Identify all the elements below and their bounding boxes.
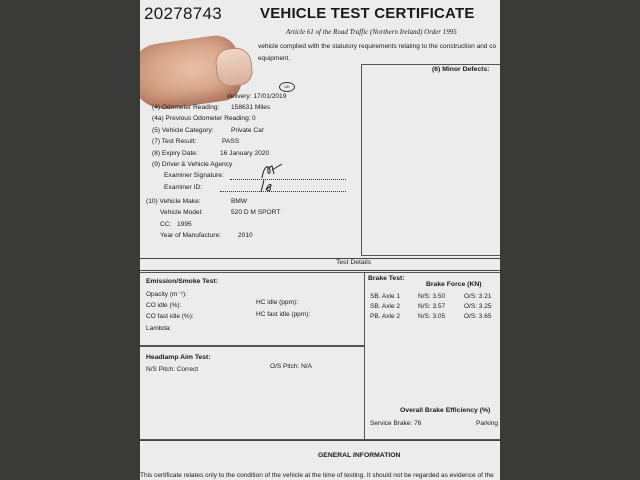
opacity-label: Opacity (m⁻¹): bbox=[146, 291, 187, 298]
brake-row-os: O/S: 3.65 bbox=[464, 313, 492, 320]
brake-efficiency-header: Overall Brake Efficiency (%) bbox=[400, 407, 491, 414]
brake-row-os: O/S: 3.21 bbox=[464, 293, 492, 300]
vehicle-category-value: Private Car bbox=[231, 127, 264, 134]
test-details-top-rule bbox=[140, 258, 500, 259]
general-info-header: GENERAL INFORMATION bbox=[318, 452, 401, 459]
parking-brake-label: Parking bbox=[476, 420, 499, 427]
brake-row-label: SB. Axle 1 bbox=[370, 293, 400, 300]
vehicle-category-label: (5) Vehicle Category: bbox=[152, 127, 214, 134]
brake-force-header: Brake Force (KN) bbox=[426, 281, 482, 288]
brake-row-os: O/S: 3.25 bbox=[464, 303, 492, 310]
previous-odometer-value: 0 bbox=[252, 115, 256, 122]
os-pitch-value: O/S Pitch: N/A bbox=[270, 363, 312, 370]
intro-line-2: equipment. bbox=[258, 55, 291, 62]
minor-defects-header: (6) Minor Defects: bbox=[432, 66, 490, 73]
examiner-id-handwriting-image bbox=[258, 178, 276, 194]
co-fast-idle-label: CO fast idle (%): bbox=[146, 313, 194, 320]
odometer-value: 158631 Miles bbox=[231, 104, 271, 111]
test-result-value: PASS bbox=[222, 138, 240, 145]
hc-fast-idle-label: HC fast idle (ppm): bbox=[256, 311, 311, 318]
brake-row-ns: N/S: 3.05 bbox=[418, 313, 446, 320]
cc-label: CC: bbox=[160, 221, 172, 228]
signature-dotted-line bbox=[230, 179, 346, 180]
headlamp-header: Headlamp Aim Test: bbox=[146, 354, 211, 361]
brake-row-ns: N/S: 3.57 bbox=[418, 303, 446, 310]
vehicle-make-value: BMW bbox=[231, 198, 248, 205]
vehicle-model-value: 520 D M SPORT bbox=[231, 209, 281, 216]
examiner-signature-label: Examiner Signature: bbox=[164, 172, 224, 179]
minor-defects-box bbox=[361, 64, 500, 256]
brake-row-label: SB. Axle 2 bbox=[370, 303, 400, 310]
expiry-date-value: 16 January 2020 bbox=[220, 150, 270, 157]
certificate-title: VEHICLE TEST CERTIFICATE bbox=[260, 5, 475, 22]
emission-header: Emission/Smoke Test: bbox=[146, 278, 219, 285]
intro-line-1: vehicle complied with the statutory requirements relating to the construction and co bbox=[258, 43, 497, 50]
ns-pitch-value: N/S Pitch: Correct bbox=[146, 366, 199, 373]
general-info-text: This certificate relates only to the condition of the vehicle at the time of testing. It should not be regarded as evidence of the bbox=[140, 472, 494, 479]
examiner-id-label: Examiner ID: bbox=[164, 184, 203, 191]
general-info-rule bbox=[140, 440, 500, 441]
vehicle-model-label: Vehicle Model: bbox=[160, 209, 203, 216]
brake-row-ns: N/S: 3.50 bbox=[418, 293, 446, 300]
expiry-date-label: (8) Expiry Date: bbox=[152, 150, 198, 157]
certificate-paper bbox=[140, 0, 500, 480]
previous-odometer-label: (4a) Previous Odometer Reading: bbox=[152, 115, 251, 122]
uk-stamp-icon: UK bbox=[279, 82, 295, 92]
lambda-label: Lambda: bbox=[146, 325, 172, 332]
certificate-subtitle: Article 61 of the Road Traffic (Northern Ireland) Order 1995 bbox=[286, 28, 457, 36]
test-result-label: (7) Test Result: bbox=[152, 138, 197, 145]
odometer-label: (4) Odometer Reading: bbox=[152, 104, 220, 111]
certificate-serial-number: 20278743 bbox=[144, 4, 223, 23]
delivery-date-value: delivery: 17/01/2019 bbox=[227, 93, 287, 100]
co-idle-label: CO idle (%): bbox=[146, 302, 182, 309]
test-details-header: Test Details bbox=[336, 259, 372, 266]
thumbnail-image bbox=[214, 46, 254, 88]
vehicle-make-label: (10) Vehicle Make: bbox=[146, 198, 201, 205]
cc-value: 1995 bbox=[177, 221, 192, 228]
hc-idle-label: HC idle (ppm): bbox=[256, 299, 298, 306]
year-of-manufacture-label: Year of Manufacture: bbox=[160, 232, 221, 239]
brake-test-header: Brake Test: bbox=[368, 275, 405, 282]
examiner-id-dotted-line bbox=[220, 191, 346, 192]
year-of-manufacture-value: 2010 bbox=[238, 232, 253, 239]
service-brake-value: Service Brake: 76 bbox=[370, 420, 422, 427]
brake-row-label: PB. Axle 2 bbox=[370, 313, 400, 320]
agency-label: (9) Driver & Vehicle Agency bbox=[152, 161, 233, 168]
test-details-bottom-rule bbox=[140, 270, 500, 271]
